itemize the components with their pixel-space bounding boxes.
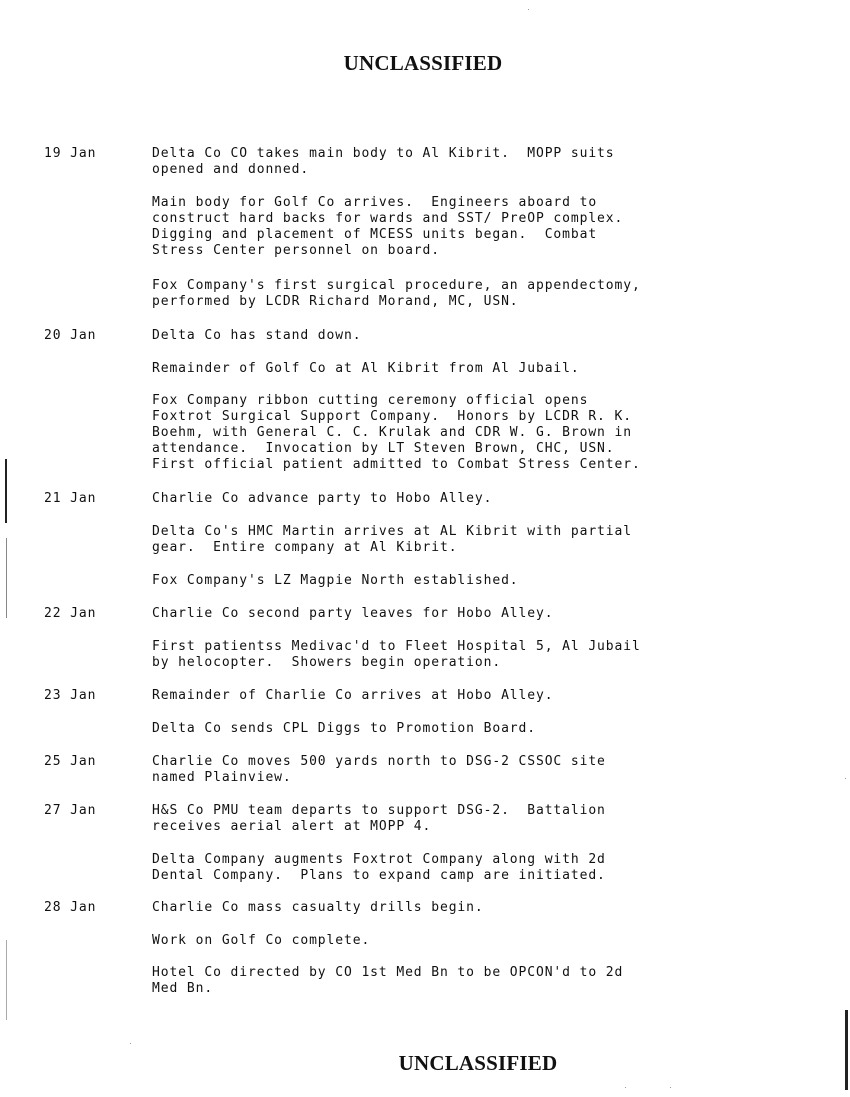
entry-date: 25 Jan [44,754,97,769]
scan-speck [670,1087,671,1088]
scan-speck [528,9,529,10]
entry-text: Charlie Co mass casualty drills begin. [152,900,484,915]
entry-text: First patientss Medivac'd to Fleet Hospital 5, Al Jubail by helocopter. Showers begin operation. [152,639,641,670]
entry-text: Charlie Co second party leaves for Hobo Alley. [152,606,554,621]
entry-date: 20 Jan [44,328,97,343]
entry-text: Charlie Co advance party to Hobo Alley. [152,491,493,506]
scan-speck [130,1043,131,1044]
entry-date: 19 Jan [44,146,97,161]
scan-speck [625,1087,626,1088]
left-margin-change-bar [5,459,7,523]
entry-text: H&S Co PMU team departs to support DSG-2. Battalion receives aerial alert at MOPP 4. [152,803,606,834]
entry-text: Hotel Co directed by CO 1st Med Bn to be OPCON'd to 2d Med Bn. [152,965,624,996]
scan-speck [845,778,846,779]
entry-text: Fox Company ribbon cutting ceremony official opens Foxtrot Surgical Support Company. Honors by LCDR R. K. Boehm, with General C. C. Krulak and CDR W. G. Brown in attendance. Invocation by LT Steven Brown, CHC, USN. First official patient admitted to Combat Stress Center. [152,393,641,472]
entry-text: Remainder of Golf Co at Al Kibrit from Al Jubail. [152,361,580,376]
entry-date: 28 Jan [44,900,97,915]
entry-date: 22 Jan [44,606,97,621]
left-margin-faint-line [6,940,7,1020]
left-margin-faint-line [6,538,7,618]
entry-date: 23 Jan [44,688,97,703]
entry-text: Charlie Co moves 500 yards north to DSG-2 CSSOC site named Plainview. [152,754,606,785]
entry-text: Delta Company augments Foxtrot Company along with 2d Dental Company. Plans to expand camp are initiated. [152,852,606,883]
entry-date: 27 Jan [44,803,97,818]
entry-text: Delta Co's HMC Martin arrives at AL Kibrit with partial gear. Entire company at Al Kibrit. [152,524,632,555]
entry-text: Remainder of Charlie Co arrives at Hobo Alley. [152,688,554,703]
right-margin-edge-bar [845,1010,848,1090]
entry-text: Delta Co sends CPL Diggs to Promotion Board. [152,721,536,736]
header-classification-marking: UNCLASSIFIED [343,51,503,75]
entry-text: Main body for Golf Co arrives. Engineers aboard to construct hard backs for wards and SST/ PreOP complex. Digging and placement of MCESS units began. Combat Stress Center personnel on board. [152,195,624,258]
entry-text: Fox Company's LZ Magpie North established. [152,573,519,588]
entry-text: Delta Co has stand down. [152,328,362,343]
entry-text: Fox Company's first surgical procedure, an appendectomy, performed by LCDR Richard Morand, MC, USN. [152,278,641,309]
entry-text: Delta Co CO takes main body to Al Kibrit. MOPP suits opened and donned. [152,146,615,177]
entry-date: 21 Jan [44,491,97,506]
footer-classification-marking: UNCLASSIFIED [398,1051,558,1075]
entry-text: Work on Golf Co complete. [152,933,371,948]
